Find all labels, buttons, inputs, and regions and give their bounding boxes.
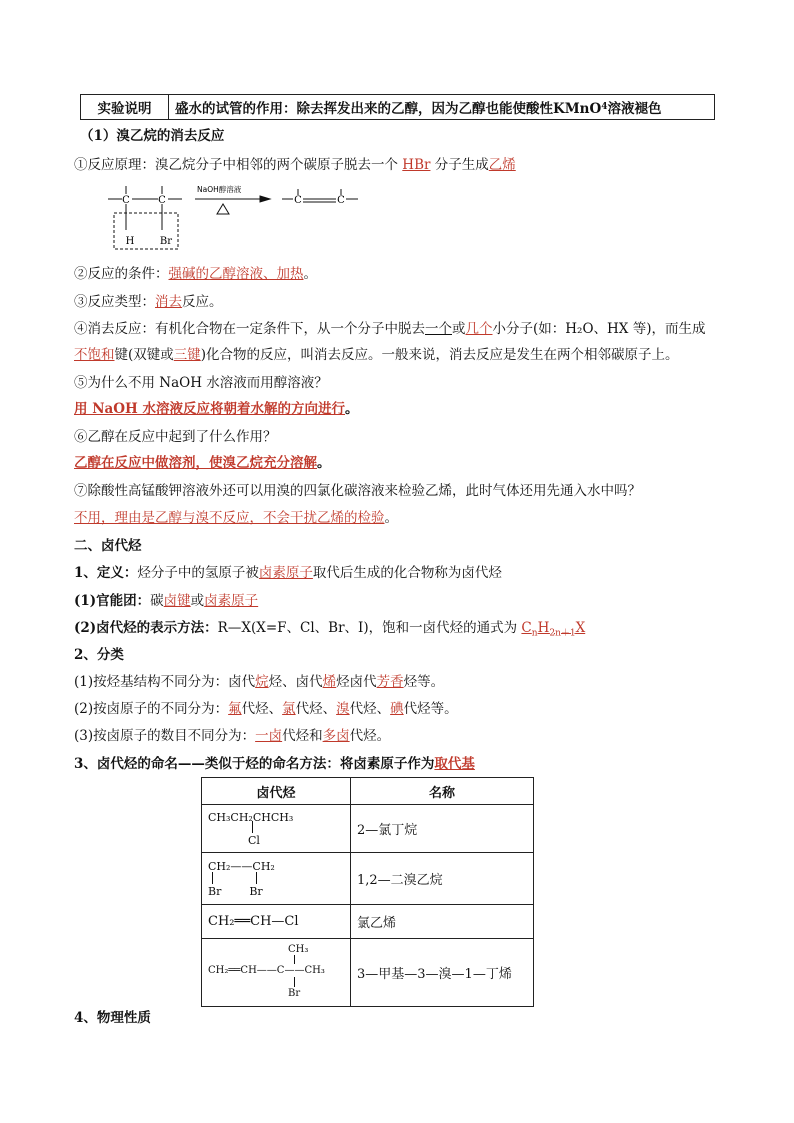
answer-5: 用 NaOH 水溶液反应将朝着水解的方向进行。	[74, 401, 359, 417]
naming-table-header	[202, 778, 534, 805]
name-cell: 2—氯丁烷	[351, 805, 534, 853]
experiment-note-content: 盛水的试管的作用：除去挥发出来的乙醇，因为乙醇也能使酸性KMnO 4 溶液褪色	[175, 101, 662, 117]
formula-cell: CH₃ CH₂══CH——C——CH₃ Br	[202, 939, 351, 1007]
physical-properties-title: 4、物理性质	[74, 1010, 151, 1026]
header-haloalkane: 卤代烃	[202, 778, 351, 805]
formula-cell: CH₃CH₂CHCH₃ Cl	[202, 805, 351, 853]
table-row	[202, 905, 534, 939]
elimination-definition-line2: 不饱和键(双键或三键)化合物的反应，叫消去反应。一般来说，消去反应是发生在两个相邻碳原子上。	[74, 347, 679, 363]
table-row	[202, 805, 534, 853]
classification-3: (3)按卤原子的数目不同分为：一卤代烃和多卤代烃。	[74, 728, 391, 744]
classification-1: (1)按烃基结构不同分为：卤代烷烃、卤代烯烃卤代芳香烃等。	[74, 674, 445, 690]
formula-cell: CH₂——CH₂ Br Br	[202, 853, 351, 905]
section-2-title: 二、卤代烃	[74, 538, 142, 554]
experiment-note-table	[80, 94, 715, 120]
carbon-4: C	[337, 195, 345, 206]
name-cell: 3—甲基—3—溴—1—丁烯	[351, 939, 534, 1007]
name-cell: 氯乙烯	[351, 905, 534, 939]
bromine-label: Br	[159, 236, 173, 247]
reaction-condition: NaOH醇溶液	[197, 185, 242, 194]
elimination-reaction-diagram	[100, 178, 370, 256]
haloalkane-definition: 1、定义：烃分子中的氢原子被卤素原子取代后生成的化合物称为卤代烃	[74, 565, 502, 581]
question-7: ⑦除酸性高锰酸钾溶液外还可以用溴的四氯化碳溶液来检验乙烯，此时气体还用先通入水中吗？	[74, 483, 641, 499]
reaction-type-line: ③反应类型：消去反应。	[74, 294, 223, 310]
experiment-note-label: 实验说明	[81, 95, 169, 119]
elimination-definition-line1: ④消去反应：有机化合物在一定条件下，从一个分子中脱去一个或几个小分子(如：H₂O、HX 等)，而生成	[74, 321, 706, 337]
classification-2: (2)按卤原子的不同分为：氟代烃、氯代烃、溴代烃、碘代烃等。	[74, 701, 458, 717]
header-name: 名称	[351, 778, 534, 805]
question-5: ⑤为什么不用 NaOH 水溶液而用醇溶液？	[74, 375, 328, 391]
naming-line: 3、卤代烃的命名——类似于烃的命名方法：将卤素原子作为取代基	[74, 756, 475, 772]
carbon-1: C	[122, 195, 130, 206]
section-1-title: （1）溴乙烷的消去反应	[80, 128, 225, 144]
reaction-condition-line: ②反应的条件：强碱的乙醇溶液、加热。	[74, 266, 317, 282]
table-row	[202, 939, 534, 1007]
classification-title: 2、分类	[74, 647, 124, 663]
table-row	[202, 853, 534, 905]
formula-cell: CH₂══CH—Cl	[202, 905, 351, 939]
question-6: ⑥乙醇在反应中起到了什么作用？	[74, 429, 277, 445]
name-cell: 1,2—二溴乙烷	[351, 853, 534, 905]
representation-line: (2)卤代烃的表示方法：R—X(X=F、Cl、Br、I)，饱和一卤代烃的通式为 $C_nH_{2n+1}X$	[74, 620, 586, 639]
carbon-2: C	[158, 195, 166, 206]
answer-6: 乙醇在反应中做溶剂，使溴乙烷充分溶解。	[74, 455, 331, 471]
reaction-principle: ①反应原理：溴乙烷分子中相邻的两个碳原子脱去一个 HBr 分子生成乙烯	[74, 157, 516, 173]
carbon-3: C	[294, 195, 302, 206]
functional-group-line: (1)官能团：碳卤键或卤素原子	[74, 593, 259, 609]
answer-7: 不用，理由是乙醇与溴不反应，不会干扰乙烯的检验。	[74, 510, 398, 526]
naming-table	[201, 777, 534, 1007]
hydrogen-label: H	[125, 236, 135, 247]
